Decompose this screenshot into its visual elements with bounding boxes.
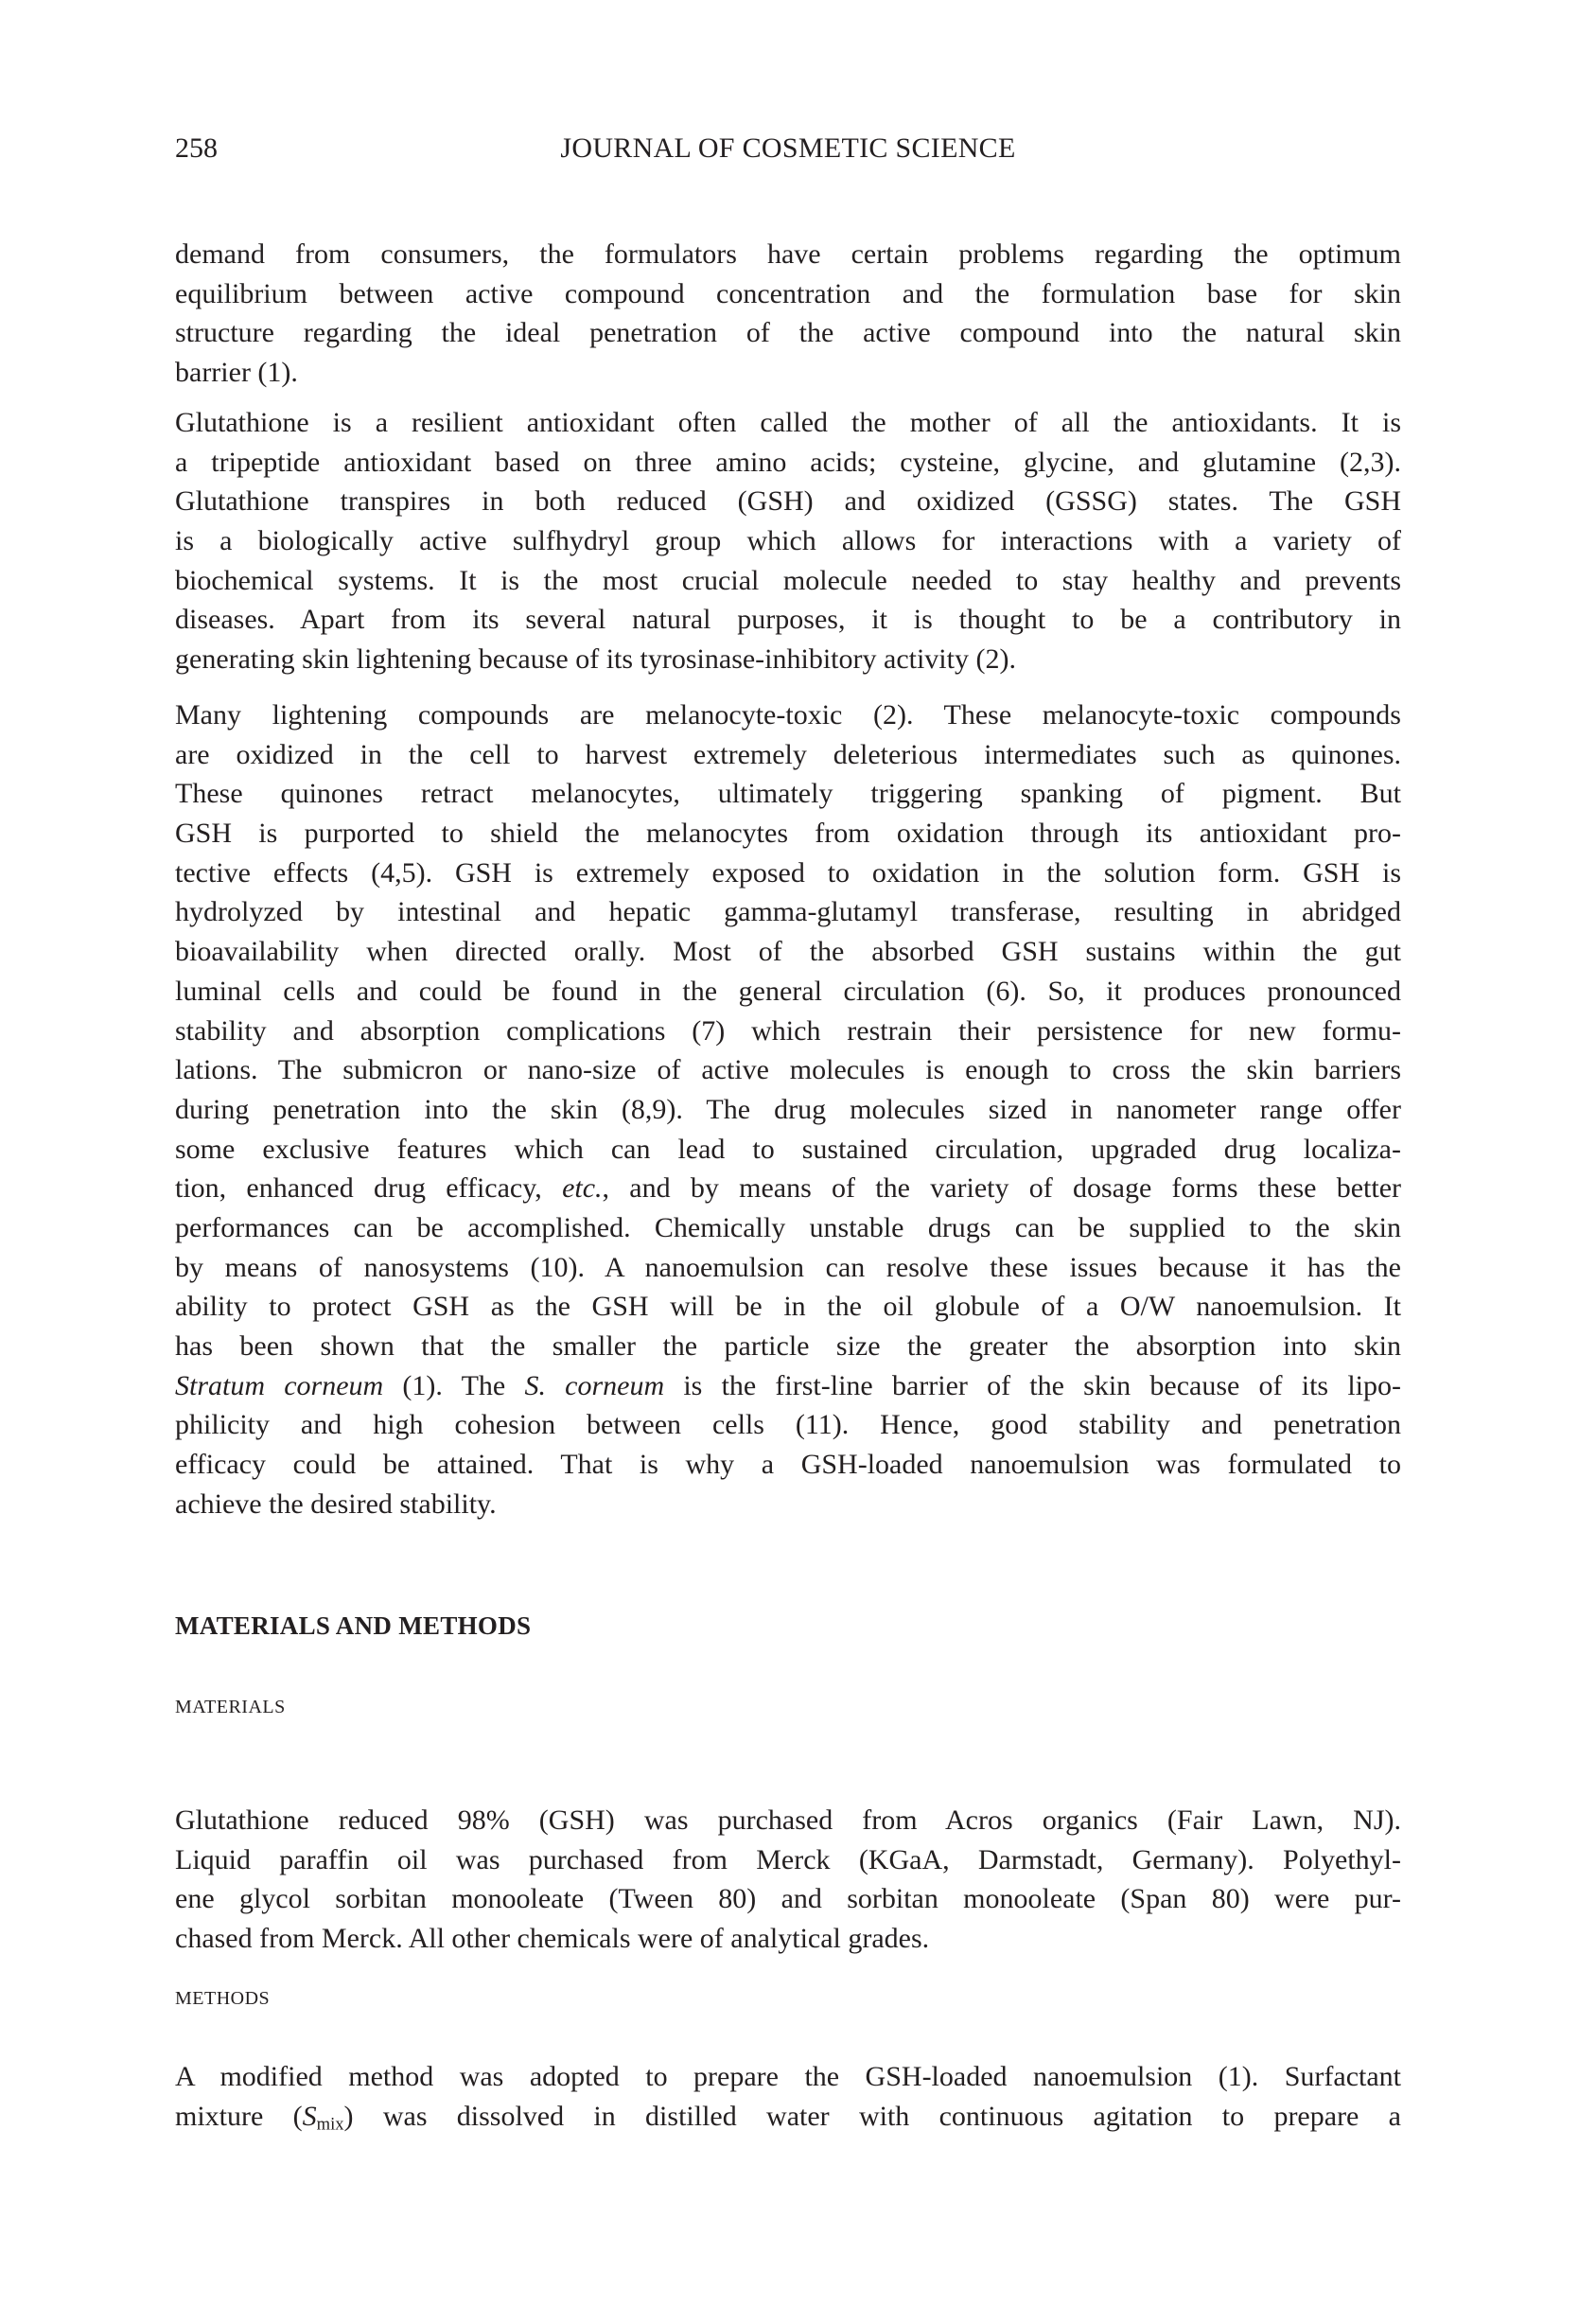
text-segment: tion, enhanced drug efficacy, <box>175 1172 563 1205</box>
text-line: Liquid paraffin oil was purchased from Merck (KGaA, Darmstadt, Germany). Polyethyl- <box>175 1843 1401 1875</box>
paragraph-lightening <box>175 695 1401 1523</box>
italic-text: etc. <box>562 1172 603 1205</box>
text-line: lations. The submicron or nano-size of active molecules is enough to cross the skin barriers <box>175 1054 1401 1086</box>
text-line: ability to protect GSH as the GSH will be in the oil globule of a O/W nanoemulsion. It <box>175 1291 1401 1323</box>
subsection-heading-materials: MATERIALS <box>175 1697 286 1717</box>
text-line: equilibrium between active compound concentration and the formulation base for skin <box>175 277 1401 309</box>
text-line: luminal cells and could be found in the general circulation (6). So, it produces pronounced <box>175 975 1401 1007</box>
text-line: barrier (1). <box>175 357 298 389</box>
text-line: is a biologically active sulfhydryl group which allows for interactions with a variety of <box>175 525 1401 557</box>
text-line: philicity and high cohesion between cells (11). Hence, good stability and penetration <box>175 1409 1401 1441</box>
text-segment: mixture ( <box>175 2100 303 2132</box>
text-line: performances can be accomplished. Chemically unstable drugs can be supplied to the skin <box>175 1211 1401 1243</box>
text-line: tective effects (4,5). GSH is extremely exposed to oxidation in the solution form. GSH is <box>175 856 1401 889</box>
text-line: A modified method was adopted to prepare the GSH-loaded nanoemulsion (1). Surfactant <box>175 2061 1401 2092</box>
italic-text: S <box>302 2100 317 2132</box>
text-line: has been shown that the smaller the particle size the greater the absorption into skin <box>175 1330 1401 1362</box>
text-line: by means of nanosystems (10). A nanoemulsion can resolve these issues because it has the <box>175 1251 1401 1283</box>
text-line: bioavailability when directed orally. Most of the absorbed GSH sustains within the gut <box>175 936 1401 968</box>
text-line: Glutathione is a resilient antioxidant often called the mother of all the antioxidants. It is <box>175 407 1401 438</box>
text-line: Many lightening compounds are melanocyte-toxic (2). These melanocyte-toxic compounds <box>175 699 1401 731</box>
text-line: some exclusive features which can lead to sustained circulation, upgraded drug localiza- <box>175 1133 1401 1165</box>
text-line: during penetration into the skin (8,9). The drug molecules sized in nanometer range offer <box>175 1093 1401 1125</box>
italic-text: Stratum corneum <box>175 1369 384 1401</box>
section-heading-materials-and-methods: MATERIALS AND METHODS <box>175 1611 532 1640</box>
text-segment: is the first-line barrier of the skin because of its lipo- <box>664 1369 1401 1401</box>
text-line: achieve the desired stability. <box>175 1487 497 1520</box>
paragraph-materials <box>175 1801 1401 1959</box>
text-line: stability and absorption complications (7) which restrain their persistence for new formu- <box>175 1014 1401 1047</box>
paragraph-methods <box>175 2057 1401 2136</box>
journal-title: JOURNAL OF COSMETIC SCIENCE <box>560 132 1016 164</box>
text-line <box>175 1366 1401 1406</box>
paragraph-glutathione <box>175 403 1401 679</box>
running-header <box>175 129 1401 168</box>
text-line: efficacy could be attained. That is why a GSH-loaded nanoemulsion was formulated to <box>175 1449 1401 1481</box>
text-line: ene glycol sorbitan monooleate (Tween 80) and sorbitan monooleate (Span 80) were pur- <box>175 1883 1401 1915</box>
subsection-heading-methods: METHODS <box>175 1988 271 2009</box>
text-segment: ) was dissolved in distilled water with continuous agitation to prepare a <box>343 2100 1401 2132</box>
text-line: biochemical systems. It is the most crucial molecule needed to stay healthy and prevents <box>175 564 1401 596</box>
text-line: Glutathione reduced 98% (GSH) was purchased from Acros organics (Fair Lawn, NJ). <box>175 1804 1401 1836</box>
text-line: are oxidized in the cell to harvest extremely deleterious intermediates such as quinones. <box>175 738 1401 770</box>
text-line: diseases. Apart from its several natural purposes, it is thought to be a contributory in <box>175 604 1401 636</box>
text-line: demand from consumers, the formulators have certain problems regarding the optimum <box>175 238 1401 270</box>
text-line: structure regarding the ideal penetration of the active compound into the natural skin <box>175 317 1401 349</box>
text-segment: , and by means of the variety of dosage forms these better <box>602 1172 1402 1205</box>
text-line: GSH is purported to shield the melanocytes from oxidation through its antioxidant pro- <box>175 818 1401 850</box>
subscript-text: mix <box>316 2114 344 2135</box>
text-line <box>175 1169 1401 1208</box>
text-line: generating skin lightening because of its tyrosinase-inhibitory activity (2). <box>175 643 1016 676</box>
page-number: 258 <box>175 132 218 164</box>
text-line: chased from Merck. All other chemicals were of analytical grades. <box>175 1923 930 1955</box>
text-segment: (1). The <box>383 1369 525 1401</box>
text-line: These quinones retract melanocytes, ultimately triggering spanking of pigment. But <box>175 778 1401 810</box>
text-line: a tripeptide antioxidant based on three amino acids; cysteine, glycine, and glutamine (2,3). <box>175 446 1401 478</box>
text-line <box>175 2097 1401 2137</box>
text-line: hydrolyzed by intestinal and hepatic gamma-glutamyl transferase, resulting in abridged <box>175 896 1401 928</box>
paragraph-intro-continued <box>175 235 1401 393</box>
italic-text: S. corneum <box>524 1369 665 1401</box>
text-line: Glutathione transpires in both reduced (GSH) and oxidized (GSSG) states. The GSH <box>175 485 1401 518</box>
